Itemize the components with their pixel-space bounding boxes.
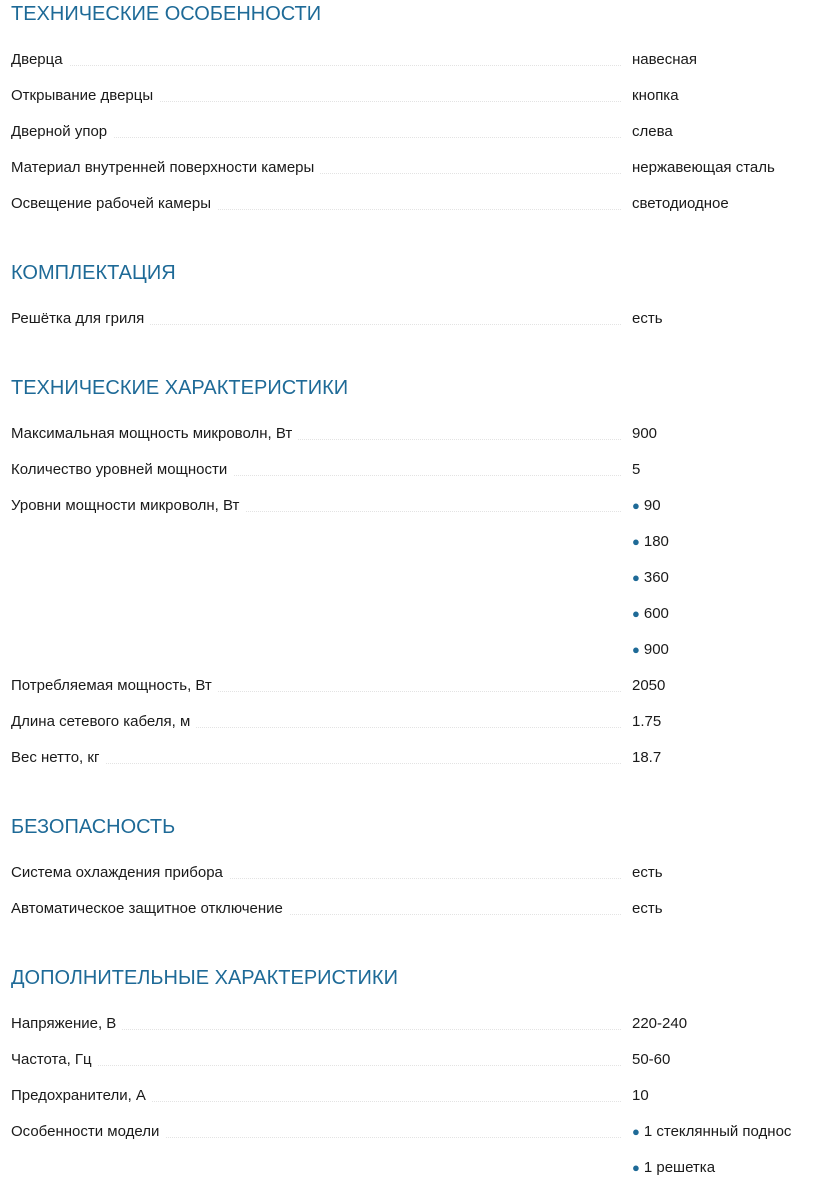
spec-value-list-item xyxy=(632,496,669,532)
spec-label: Особенности модели xyxy=(11,1122,165,1142)
spec-label: Количество уровней мощности xyxy=(11,460,233,480)
spec-value: нержавеющая сталь xyxy=(632,159,775,176)
spec-value: 1 решетка xyxy=(643,1159,716,1176)
spec-label: Напряжение, В xyxy=(11,1014,122,1034)
spec-value: 600 xyxy=(643,605,669,622)
spec-row xyxy=(0,50,813,86)
spec-row xyxy=(0,748,813,784)
dotted-leader xyxy=(11,1065,621,1066)
spec-value: светодиодное xyxy=(632,195,729,212)
spec-row xyxy=(0,899,813,935)
spec-value-list xyxy=(632,1122,791,1194)
spec-label: Освещение рабочей камеры xyxy=(11,194,217,214)
spec-row xyxy=(0,496,813,676)
spec-value: 180 xyxy=(643,533,669,550)
spec-row xyxy=(0,460,813,496)
bullet-icon: ● xyxy=(632,1160,640,1175)
spec-row xyxy=(0,863,813,899)
spec-label: Дверной упор xyxy=(11,122,113,142)
spec-value: 1 стеклянный поднос xyxy=(643,1123,792,1140)
spec-label: Частота, Гц xyxy=(11,1050,98,1070)
spec-row xyxy=(0,122,813,158)
section-title: БЕЗОПАСНОСТЬ xyxy=(11,816,176,838)
spec-label: Вес нетто, кг xyxy=(11,748,105,768)
spec-label: Дверца xyxy=(11,50,69,70)
spec-value: есть xyxy=(632,310,663,327)
bullet-icon: ● xyxy=(632,534,640,549)
spec-value: 18.7 xyxy=(632,749,662,766)
spec-value-list-item xyxy=(632,640,669,676)
spec-value: кнопка xyxy=(632,87,679,104)
section-title: ТЕХНИЧЕСКИЕ ОСОБЕННОСТИ xyxy=(11,3,322,25)
spec-row xyxy=(0,1014,813,1050)
spec-value: слева xyxy=(632,123,673,140)
spec-label: Максимальная мощность микроволн, Вт xyxy=(11,424,298,444)
spec-row xyxy=(0,1122,813,1194)
spec-value: 2050 xyxy=(632,677,666,694)
spec-value-list-item xyxy=(632,1158,791,1194)
spec-label: Система охлаждения прибора xyxy=(11,863,229,883)
spec-row xyxy=(0,158,813,194)
spec-value-list xyxy=(632,496,669,676)
spec-row xyxy=(0,194,813,230)
spec-label: Потребляемая мощность, Вт xyxy=(11,676,218,696)
bullet-icon: ● xyxy=(632,498,640,513)
spec-value: навесная xyxy=(632,51,698,68)
spec-value: есть xyxy=(632,900,663,917)
bullet-icon: ● xyxy=(632,1124,640,1139)
spec-row xyxy=(0,309,813,345)
section-title: ДОПОЛНИТЕЛЬНЫЕ ХАРАКТЕРИСТИКИ xyxy=(11,967,398,989)
spec-label: Решётка для гриля xyxy=(11,309,150,329)
spec-value: 220-240 xyxy=(632,1015,688,1032)
spec-value-list-item xyxy=(632,532,669,568)
spec-label: Длина сетевого кабеля, м xyxy=(11,712,196,732)
spec-value-list-item xyxy=(632,568,669,604)
spec-value: 360 xyxy=(643,569,669,586)
spec-label: Уровни мощности микроволн, Вт xyxy=(11,496,245,516)
spec-value: есть xyxy=(632,864,663,881)
spec-value: 900 xyxy=(632,425,658,442)
section-title: КОМПЛЕКТАЦИЯ xyxy=(11,262,176,284)
spec-value-list-item xyxy=(632,1122,791,1158)
spec-label: Предохранители, А xyxy=(11,1086,152,1106)
spec-label: Открывание дверцы xyxy=(11,86,159,106)
spec-value: 1.75 xyxy=(632,713,662,730)
spec-value: 10 xyxy=(632,1087,649,1104)
spec-value-list-item xyxy=(632,604,669,640)
spec-row xyxy=(0,676,813,712)
bullet-icon: ● xyxy=(632,606,640,621)
spec-row xyxy=(0,424,813,460)
spec-row xyxy=(0,86,813,122)
section-title: ТЕХНИЧЕСКИЕ ХАРАКТЕРИСТИКИ xyxy=(11,377,349,399)
bullet-icon: ● xyxy=(632,570,640,585)
spec-row xyxy=(0,1050,813,1086)
spec-value: 900 xyxy=(643,641,669,658)
spec-label: Материал внутренней поверхности камеры xyxy=(11,158,320,178)
spec-value: 5 xyxy=(632,461,641,478)
spec-label: Автоматическое защитное отключение xyxy=(11,899,289,919)
spec-value: 50-60 xyxy=(632,1051,671,1068)
bullet-icon: ● xyxy=(632,642,640,657)
spec-row xyxy=(0,712,813,748)
spec-row xyxy=(0,1086,813,1122)
spec-value: 90 xyxy=(643,497,661,514)
dotted-leader xyxy=(11,65,621,66)
